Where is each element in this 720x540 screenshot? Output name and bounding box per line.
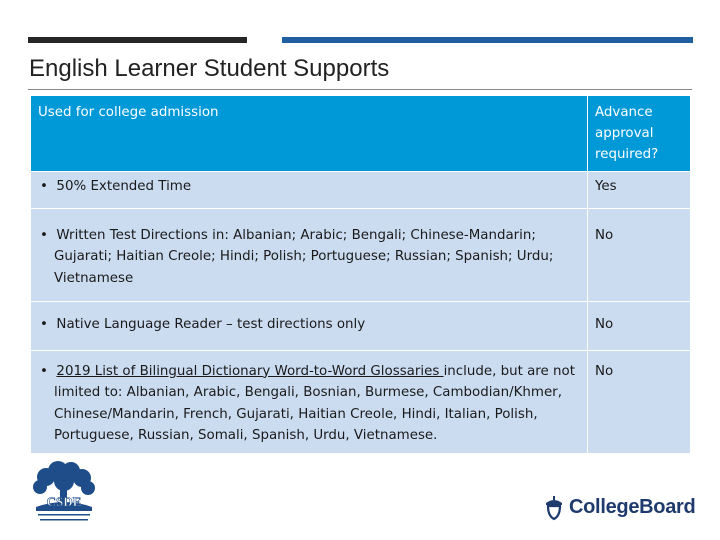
title-divider: [28, 89, 692, 90]
approval-value: No: [588, 208, 691, 302]
support-text: include, but are not limited to: Albanian, Arabic, Bengali, Bosnian, Burmese, Cambodian/Khmer, Chinese/Mandarin, French, Gujarati, Haitian Creole, Hindi, Italian, Polish, Portuguese, Russian, Somali, Spanish, Urdu, Vietnamese.: [54, 363, 575, 443]
decorative-bar-blue: [282, 37, 693, 43]
decorative-bar-dark: [28, 37, 247, 43]
glossaries-link[interactable]: 2019 List of Bilingual Dictionary Word-to-Word Glossaries: [56, 363, 444, 379]
support-item: [32, 176, 586, 198]
collegeboard-wordmark: CollegeBoard: [569, 495, 696, 518]
table-row: [31, 208, 691, 302]
supports-table: [30, 95, 691, 454]
table-header-row: [31, 96, 691, 172]
collegeboard-logo: [543, 492, 695, 522]
approval-value: No: [588, 302, 691, 351]
csde-logo: [26, 459, 102, 525]
support-text: Written Test Directions in: Albanian; Arabic; Bengali; Chinese-Mandarin; Gujarati; Haitian Creole; Hindi; Polish; Portuguese; Russian; Spanish; Urdu; Vietnamese: [54, 227, 554, 286]
page-title: English Learner Student Supports: [29, 55, 390, 82]
header-used-for-admission: Used for college admission: [31, 96, 588, 172]
support-item: [32, 314, 586, 336]
table-row: [31, 350, 691, 453]
header-advance-approval: Advance approval required?: [588, 96, 691, 172]
approval-value: No: [588, 350, 691, 453]
acorn-icon: [543, 493, 565, 521]
bullet: •: [40, 179, 48, 194]
support-text: Native Language Reader – test directions only: [56, 317, 366, 332]
table-row: [31, 172, 691, 209]
table-row: [31, 302, 691, 351]
bullet: •: [40, 363, 48, 379]
bullet: •: [40, 317, 48, 332]
bullet: •: [40, 227, 48, 243]
support-text: 50% Extended Time: [56, 179, 192, 194]
approval-value: Yes: [588, 172, 691, 209]
support-item: [32, 225, 586, 290]
support-item: [32, 361, 586, 447]
csde-wordmark: CSDE: [46, 494, 82, 509]
